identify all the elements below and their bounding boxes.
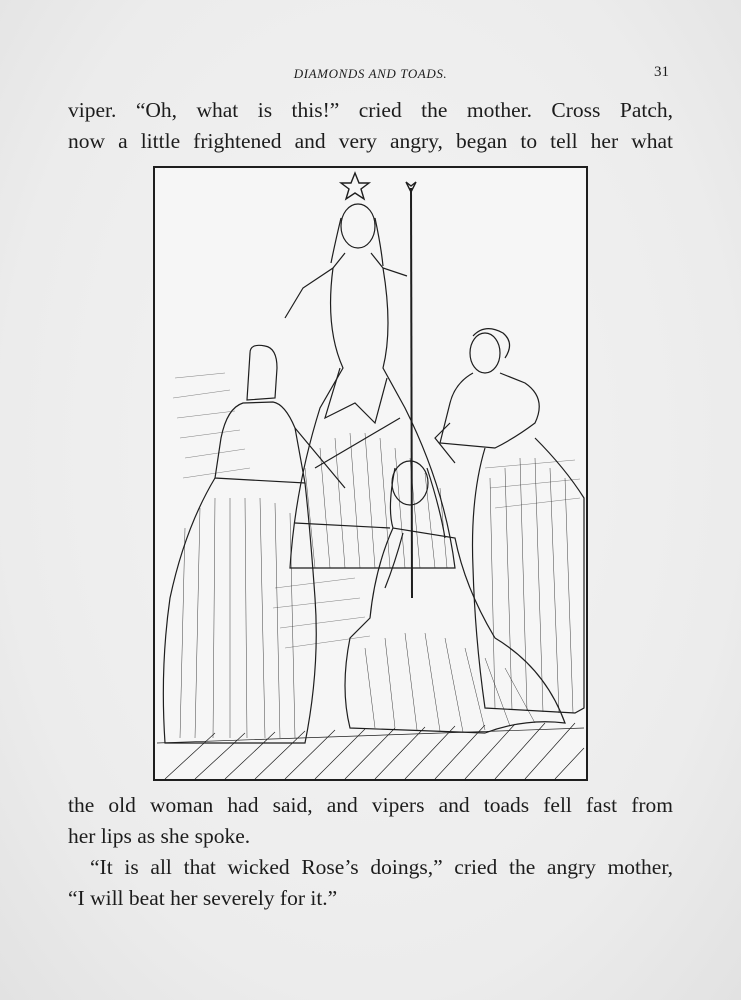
mother-figure bbox=[163, 345, 400, 743]
paragraph-top bbox=[68, 95, 673, 157]
background-hatching bbox=[173, 373, 580, 648]
text-line: “I will beat her severely for it.” bbox=[68, 886, 338, 910]
star-icon bbox=[341, 173, 369, 199]
text-line: her lips as she spoke. bbox=[68, 824, 251, 848]
engraving-illustration bbox=[153, 166, 588, 781]
text-line: viper. “Oh, what is this!” cried the mother. Cross Patch, bbox=[68, 98, 673, 122]
floor-planks bbox=[157, 723, 584, 779]
text-line: “It is all that wicked Rose’s doings,” cried the angry mother, bbox=[90, 855, 673, 879]
text-line: now a little frightened and very angry, began to tell her what bbox=[68, 129, 673, 153]
paragraph-bottom bbox=[68, 790, 673, 914]
running-title: DIAMONDS AND TOADS. bbox=[293, 66, 448, 81]
standing-girl-figure bbox=[435, 329, 584, 713]
wand-icon bbox=[411, 188, 412, 598]
kneeling-girl-figure bbox=[295, 461, 565, 733]
running-head bbox=[0, 64, 741, 84]
page-number: 31 bbox=[654, 64, 669, 80]
text-line: the old woman had said, and vipers and toads fell fast from bbox=[68, 793, 673, 817]
